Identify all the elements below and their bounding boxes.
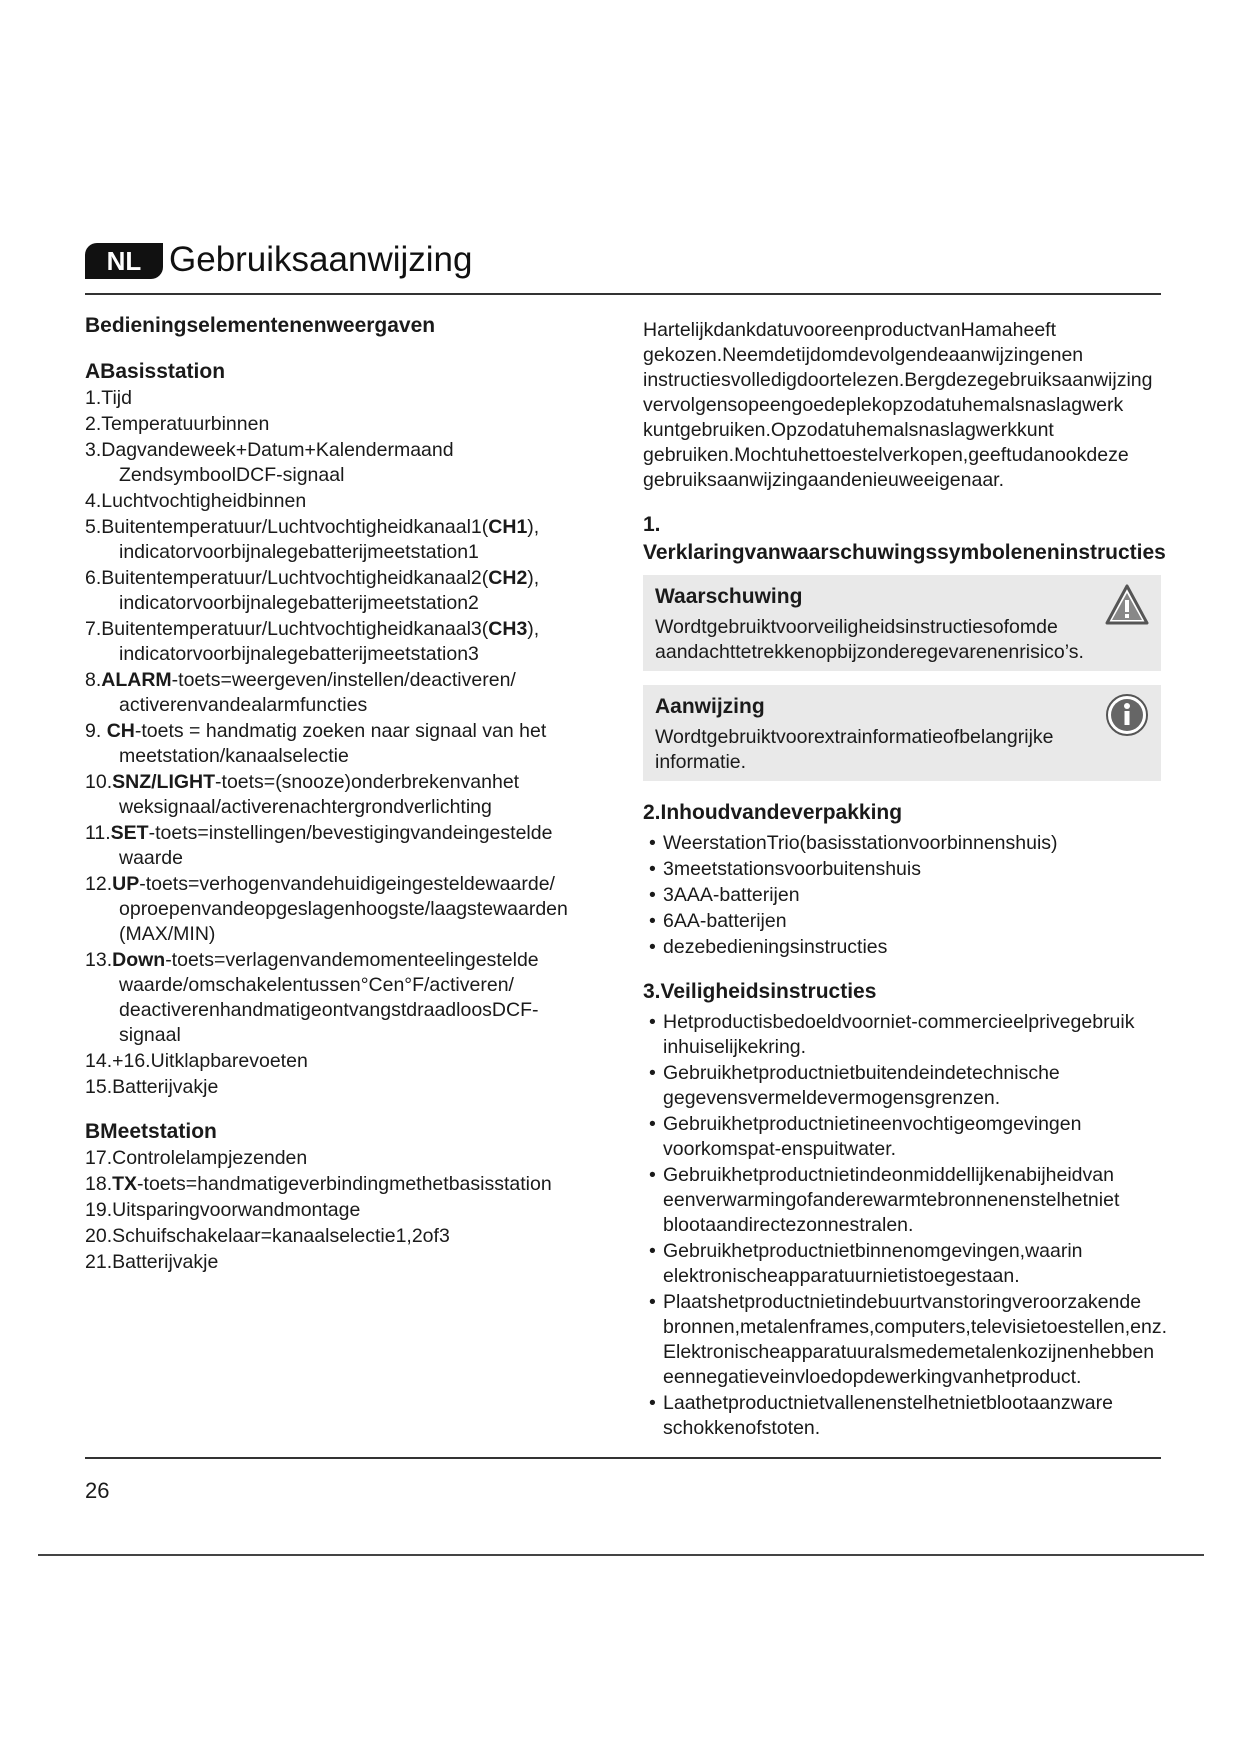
list-item (85, 668, 605, 718)
warning-text: Wordtgebruiktvoorveiligheidsinstructiesofomde aandachttetrekkenopbijzonderegevarenenrisico’s. (655, 616, 1084, 663)
section-b-title: BMeetstation (85, 1120, 217, 1143)
item-number: 1. (85, 387, 102, 409)
list-item (85, 1224, 605, 1249)
item-number: 15. (85, 1076, 113, 1098)
item-text-post: ), indicatorvoorbijnalegebatterijmeetstation3 (119, 618, 540, 665)
item-text-pre: Buitentemperatuur/Luchtvochtigheidkanaal2( (101, 567, 489, 589)
note-title: Aanwijzing (655, 695, 765, 718)
item-text-post: ), indicatorvoorbijnalegebatterijmeetstation1 (119, 516, 540, 563)
item-text-pre: Buitentemperatuur/Luchtvochtigheidkanaal3( (101, 618, 489, 640)
list-item (85, 1250, 605, 1275)
item-text: Uitsparingvoorwandmontage (112, 1199, 361, 1221)
bullet-item: • WeerstationTrio(basisstationvoorbinnenshuis) (643, 831, 1161, 856)
item-number: 9. (85, 720, 102, 742)
warning-triangle-icon (1105, 583, 1149, 627)
warning-title: Waarschuwing (655, 585, 803, 608)
right-column (643, 318, 1168, 1442)
note-text: Wordtgebruiktvoorextrainformatieofbelangrijke informatie. (655, 726, 1054, 773)
item-text: Temperatuurbinnen (101, 413, 270, 435)
bullet-item: • Hetproductisbedoeldvoorniet-commercieelprivegebruik inhuiselijkekring. (643, 1010, 1161, 1060)
warning-box (643, 575, 1161, 671)
list-item (85, 1172, 605, 1197)
info-icon (1105, 693, 1149, 737)
item-number: 4. (85, 490, 102, 512)
list-item (85, 821, 605, 871)
note-box (643, 685, 1161, 781)
item-number: 2. (85, 413, 102, 435)
bullet-item: • Gebruikhetproductnietbuitendeindetechnische gegevensvermeldevermogensgrenzen. (643, 1061, 1161, 1111)
item-text: Uitklapbarevoeten (150, 1050, 308, 1072)
list-item (85, 1049, 605, 1074)
item-text-post: -toets=verhogenvandehuidigeingesteldewaarde/ oproepenvandeopgeslagenhoogste/laagstewaarden (MAX/MIN) (119, 873, 568, 945)
bullet-item: • Gebruikhetproductnietbinnenomgevingen,waarin elektronischeapparatuurnietistoegestaan. (643, 1239, 1161, 1289)
page-title: Gebruiksaanwijzing (169, 240, 473, 279)
item-text: Schuifschakelaar=kanaalselectie1,2of3 (112, 1225, 450, 1247)
item-text: Dagvandeweek+Datum+Kalendermaand ZendsymboolDCF-signaal (101, 439, 454, 486)
item-number: 12. (85, 873, 113, 895)
item-number: 7. (85, 618, 102, 640)
section-b-list (85, 1146, 605, 1275)
item-text: Luchtvochtigheidbinnen (101, 490, 307, 512)
list-item (85, 719, 605, 769)
language-badge: NL (85, 243, 163, 279)
item-key-label: CH3 (488, 618, 528, 640)
item-number: 18. (85, 1173, 113, 1195)
item-key-label: CH1 (488, 516, 528, 538)
package-contents-list (643, 831, 1161, 960)
footer-divider (85, 1457, 1161, 1459)
left-column (85, 312, 605, 1276)
bullet-item: • Plaatshetproductnietindebuurtvanstoringveroorzakende bronnen,metalenframes,computers,televisietoestellen,enz. Elektronischeapparatuuralsmedemetalenkozijnenhebben eennegatieveinvloedopdewerkingvanhetproduct. (643, 1290, 1161, 1390)
item-number: 20. (85, 1225, 113, 1247)
item-text-post: -toets = handmatig zoeken naar signaal van het meetstation/kanaalselectie (119, 720, 547, 767)
section-a-list (85, 386, 605, 1100)
section-3-title: 3.Veiligheidsinstructies (643, 980, 877, 1003)
item-text-post: -toets=(snooze)onderbrekenvanhet weksignaal/activerenachtergrondverlichting (119, 771, 520, 818)
item-number: 6. (85, 567, 102, 589)
item-text: Batterijvakje (112, 1251, 219, 1273)
item-text-post: -toets=instellingen/bevestigingvandeingestelde waarde (119, 822, 553, 869)
bullet-item: • 6AA-batterijen (643, 909, 1161, 934)
list-item (85, 770, 605, 820)
list-item (85, 438, 605, 488)
item-number: 8. (85, 669, 102, 691)
list-item (85, 948, 605, 1048)
item-key-label: ALARM (101, 669, 172, 691)
list-item (85, 386, 605, 411)
section-2-title: 2.Inhoudvandeverpakking (643, 801, 903, 824)
item-number: 5. (85, 516, 102, 538)
item-number: 17. (85, 1147, 113, 1169)
bullet-item: • Gebruikhetproductnietineenvochtigeomgevingen voorkomspat-enspuitwater. (643, 1112, 1161, 1162)
bottom-rule (38, 1554, 1204, 1556)
bullet-item: • dezebedieningsinstructies (643, 935, 1161, 960)
item-key-label: SNZ/LIGHT (112, 771, 216, 793)
item-text-post: -toets=weergeven/instellen/deactiveren/ activerenvandealarmfuncties (119, 669, 516, 716)
list-item (85, 1146, 605, 1171)
list-item (85, 566, 605, 616)
item-number: 14.+16. (85, 1050, 151, 1072)
item-key-label: TX (112, 1173, 138, 1195)
item-number: 19. (85, 1199, 113, 1221)
controls-heading: Bedieningselementenenweergaven (85, 314, 436, 337)
list-item (85, 489, 605, 514)
item-key-label: CH2 (488, 567, 528, 589)
item-number: 21. (85, 1251, 113, 1273)
item-text-post: -toets=handmatigeverbindingmethetbasisstation (137, 1173, 552, 1195)
list-item (85, 617, 605, 667)
item-text-post: -toets=verlagenvandemomenteelingestelde waarde/omschakelentussen°Cen°F/activeren/ deactiverenhandmatigeontvangstdraadloosDCF- signaal (119, 949, 539, 1046)
header-divider (85, 293, 1161, 295)
page-header (85, 240, 1161, 292)
item-key-label: Down (112, 949, 166, 971)
list-item (85, 1198, 605, 1223)
item-key-label: UP (112, 873, 140, 895)
item-number: 11. (85, 822, 111, 844)
page-number: 26 (85, 1478, 110, 1503)
section-a-title: ABasisstation (85, 360, 226, 383)
item-key-label: CH (106, 720, 135, 742)
section-1-title: 1. Verklaringvanwaarschuwingssymboleneninstructies (643, 513, 1166, 564)
bullet-item: • 3meetstationsvoorbuitenshuis (643, 857, 1161, 882)
item-text-post: ), indicatorvoorbijnalegebatterijmeetstation2 (119, 567, 540, 614)
bullet-item: • Gebruikhetproductnietindeonmiddellijkenabijheidvan eenverwarmingofanderewarmtebronnenenstelhetniet blootaandirectezonnestralen. (643, 1163, 1161, 1238)
list-item (85, 872, 605, 947)
item-text-pre: Buitentemperatuur/Luchtvochtigheidkanaal1( (101, 516, 489, 538)
item-key-label: SET (110, 822, 149, 844)
item-text: Controlelampjezenden (112, 1147, 308, 1169)
list-item (85, 515, 605, 565)
safety-instructions-list (643, 1010, 1168, 1441)
item-number: 3. (85, 439, 102, 461)
bullet-item: • Laathetproductnietvallenenstelhetnietblootaanzware schokkenofstoten. (643, 1391, 1161, 1441)
item-text: Batterijvakje (112, 1076, 219, 1098)
list-item (85, 1075, 605, 1100)
list-item (85, 412, 605, 437)
item-text: Tijd (101, 387, 132, 409)
item-number: 10. (85, 771, 113, 793)
intro-paragraph: HartelijkdankdatuvooreenproductvanHamaheeft gekozen.Neemdetijdomdevolgendeaanwijzingenen instructiesvolledigdoortelezen.Bergdezegebruiksaanwijzing vervolgensopeengoedeplekopzodatuhemalsnaslagwerk kuntgebruiken.Opzodatuhemalsnaslagwerkkunt gebruiken.Mochtuhettoestelverkopen,geeftudanookdeze gebruiksaanwijzingaandenieuweeigenaar. (643, 319, 1153, 491)
bullet-item: • 3AAA-batterijen (643, 883, 1161, 908)
item-number: 13. (85, 949, 113, 971)
